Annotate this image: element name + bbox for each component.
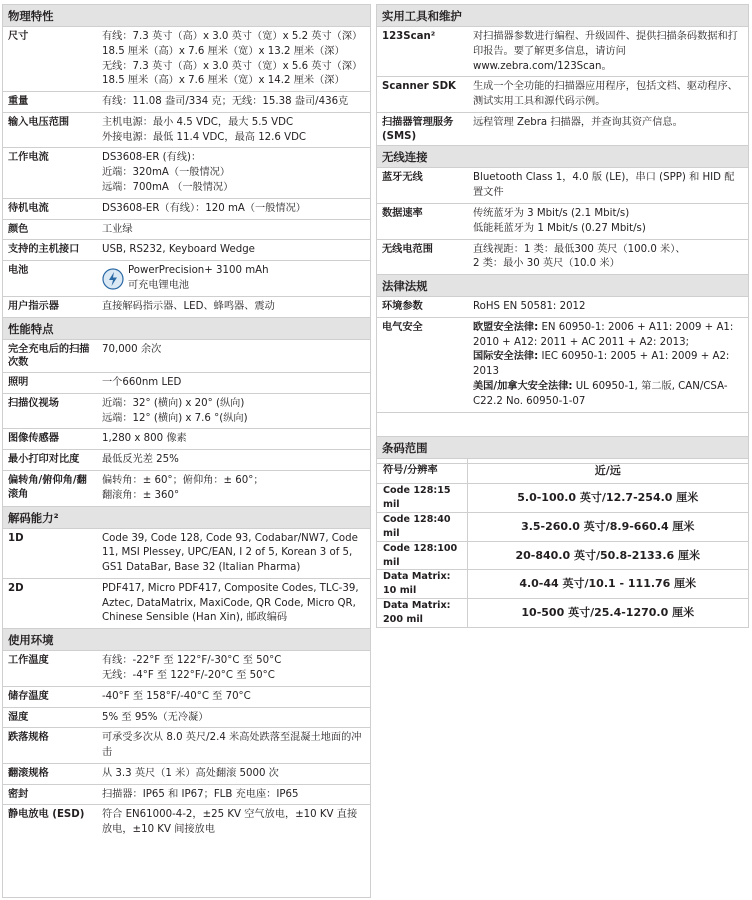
battery-logo-icon [102, 268, 124, 290]
label-1d: 1D [8, 532, 24, 544]
value-scans: 70,000 余次 [102, 343, 162, 355]
eu-safety-value: EN 60950-1: 2006 + A11: 2009 + A1: 2010 + A12: 2011 + AC 2011 + A2: 2013; [473, 321, 734, 348]
value-sms: 远程管理 Zebra 扫描器，并查询其资产信息。 [473, 116, 683, 128]
value-2d: PDF417, Micro PDF417, Composite Codes, TLC-39, Aztec, DataMatrix, MaxiCode, QR Code, Micro QR, Chinese Sensible (Han Xin), 邮政编码 [102, 582, 359, 624]
table-row [377, 484, 748, 513]
row-radio-range [377, 240, 748, 276]
row-fov [3, 394, 370, 430]
row-range: 3.5-260.0 英寸/8.9-660.4 厘米 [467, 512, 748, 541]
row-range: 20-840.0 英寸/50.8-2133.6 厘米 [467, 541, 748, 570]
right-column [376, 4, 749, 464]
label-color: 颜色 [8, 223, 29, 235]
label-bluetooth: 蓝牙无线 [382, 172, 423, 184]
label-interface: 支持的主机接口 [8, 244, 80, 256]
value-tumble: 从 3.3 英尺（1 米）高处翻滚 5000 次 [102, 767, 279, 779]
us-safety [473, 380, 744, 410]
label-contrast: 最小打印对比度 [8, 454, 80, 466]
label-sms: 扫描器管理服务 (SMS) [382, 116, 454, 142]
label-light: 照明 [8, 377, 29, 389]
barcode-range-table [376, 436, 749, 628]
us-safety-value: UL 60950-1, 第二版, CAN/CSA-C22.2 No. 60950-1-07 [473, 381, 728, 407]
row-esd [3, 805, 370, 840]
value-humidity: 5% 至 95%（无冷凝） [102, 711, 209, 723]
label-indicators: 用户指示器 [8, 300, 59, 312]
table-row [377, 599, 748, 627]
value-light: 一个660nm LED [102, 377, 182, 389]
row-op-temp [3, 651, 370, 687]
row-range: 4.0-44 英寸/10.1 - 111.76 厘米 [467, 570, 748, 599]
value-standby: DS3608-ER（有线）：120 mA（一般情况） [102, 202, 306, 214]
section-environment: 使用环境 [3, 629, 370, 651]
value-environmental: RoHS EN 50581: 2012 [473, 301, 586, 313]
label-size: 尺寸 [8, 31, 29, 42]
row-color [3, 220, 370, 241]
section-wireless: 无线连接 [377, 146, 748, 168]
row-scans [3, 340, 370, 374]
section-barcode-range: 条码范围 [377, 437, 748, 459]
value-radio-range: 直线视距：1 类：最低300 英尺（100.0 米）、 2 类：最小 30 英尺（10.0 米） [473, 243, 686, 270]
table-row [377, 512, 748, 541]
value-color: 工业绿 [102, 223, 133, 235]
value-data-rate: 传统蓝牙为 3 Mbit/s (2.1 Mbit/s) 低能耗蓝牙为 1 Mbit/s (0.27 Mbit/s) [473, 208, 646, 234]
row-bluetooth [377, 168, 748, 204]
label-storage-temp: 储存温度 [8, 690, 49, 702]
row-symbol: Data Matrix: 10 mil [377, 570, 467, 599]
value-voltage: 主机电源：最小 4.5 VDC，最大 5.5 VDC 外接电源：最低 11.4 VDC，最高 12.6 VDC [102, 116, 307, 143]
row-angles [3, 471, 370, 507]
row-1d [3, 529, 370, 579]
value-angles: 偏转角：± 60°；俯仰角：± 60°； 翻滚角：± 360° [102, 474, 264, 501]
label-current: 工作电流 [8, 152, 49, 164]
value-sensor: 1,280 x 800 像素 [102, 433, 187, 445]
row-voltage [3, 113, 370, 149]
row-current [3, 148, 370, 198]
value-current: DS3608-ER (有线)： 近端：320mA（一般情况） 远端：700mA （一般情况） [102, 152, 234, 194]
section-decode: 解码能力² [3, 507, 370, 529]
row-sms [377, 113, 748, 147]
eu-safety [473, 321, 744, 351]
row-symbol: Code 128:40 mil [377, 512, 467, 541]
row-symbol: Code 128:15 mil [377, 484, 467, 513]
row-symbol: Code 128:100 mil [377, 541, 467, 570]
row-electrical-safety [377, 318, 748, 413]
value-storage-temp: -40°F 至 158°F/-40°C 至 70°C [102, 690, 251, 702]
intl-safety [473, 350, 744, 380]
eu-safety-label: 欧盟安全法律: [473, 321, 539, 333]
label-environmental: 环境参数 [382, 301, 423, 313]
label-op-temp: 工作温度 [8, 655, 49, 667]
row-tumble [3, 764, 370, 785]
row-data-rate [377, 204, 748, 240]
label-123scan: 123Scan² [382, 31, 436, 42]
section-regulatory: 法律法规 [377, 275, 748, 297]
left-column [2, 4, 371, 898]
label-weight: 重量 [8, 96, 29, 108]
value-weight: 有线：11.08 盎司/334 克；无线：15.38 盎司/436克 [102, 96, 349, 108]
row-range: 5.0-100.0 英寸/12.7-254.0 厘米 [467, 484, 748, 513]
row-drop [3, 728, 370, 764]
value-bluetooth: Bluetooth Class 1，4.0 版 (LE)，串口 (SPP) 和 HID 配置文件 [473, 172, 735, 199]
section-physical: 物理特性 [3, 5, 370, 27]
row-contrast [3, 450, 370, 471]
label-electrical-safety: 电气安全 [382, 321, 423, 333]
value-sdk: 生成一个全功能的扫描器应用程序，包括文档、驱动程序、测试实用工具和源代码示例。 [473, 81, 738, 108]
value-size: 有线：7.3 英寸（高）x 3.0 英寸（宽）x 5.2 英寸（深） 18.5 厘米（高）x 7.6 厘米（宽）x 13.2 厘米（深） 无线：7.3 英寸（高）x 3.0 英寸（宽）x 5.6 英寸（深） 18.5 厘米（高）x 7.6 厘米（宽）x 14.2 厘米（深） [102, 31, 363, 87]
intl-safety-value: IEC 60950-1: 2005 + A1: 2009 + A2: 2013 [473, 351, 730, 378]
intl-safety-label: 国际安全法律: [473, 351, 539, 363]
row-sensor [3, 429, 370, 450]
table-header-row [377, 459, 748, 484]
row-sdk [377, 77, 748, 113]
row-battery [3, 261, 370, 297]
header-range: 近/远 [467, 459, 748, 484]
row-environmental [377, 297, 748, 318]
value-indicators: 直接解码指示器、LED、蜂鸣器、震动 [102, 300, 275, 312]
label-standby: 待机电流 [8, 202, 49, 214]
value-op-temp: 有线：-22°F 至 122°F/-30°C 至 50°C 无线：-4°F 至 122°F/-20°C 至 50°C [102, 655, 282, 681]
section-performance: 性能特点 [3, 318, 370, 340]
label-sensor: 图像传感器 [8, 433, 59, 445]
label-voltage: 输入电压范围 [8, 116, 70, 128]
row-light [3, 373, 370, 394]
row-sealing [3, 785, 370, 806]
label-data-rate: 数据速率 [382, 208, 423, 219]
value-battery: PowerPrecision+ 3100 mAh 可充电锂电池 [128, 265, 269, 291]
header-symbol: 符号/分辨率 [377, 459, 467, 484]
value-electrical-safety [469, 318, 748, 412]
row-range: 10-500 英寸/25.4-1270.0 厘米 [521, 606, 695, 620]
row-humidity [3, 708, 370, 729]
row-2d [3, 579, 370, 629]
value-interface: USB, RS232, Keyboard Wedge [102, 244, 255, 256]
row-size [3, 27, 370, 92]
row-storage-temp [3, 687, 370, 708]
label-tumble: 翻滚规格 [8, 767, 49, 779]
label-angles: 偏转角/俯仰角/翻滚角 [8, 474, 87, 500]
value-fov: 近端：32° (横向) x 20° (纵向) 远端：12° (横向) x 7.6 °(纵向) [102, 397, 248, 424]
label-scans: 完全充电后的扫描次数 [8, 343, 90, 369]
table-row [377, 570, 748, 599]
row-symbol: Data Matrix: 200 mil [377, 599, 467, 627]
label-fov: 扫描仪视场 [8, 397, 59, 409]
label-esd: 静电放电 (ESD) [8, 809, 85, 821]
range-table [377, 459, 748, 627]
table-row [377, 541, 748, 570]
row-standby [3, 199, 370, 220]
value-123scan: 对扫描器参数进行编程、升级固件、提供扫描条码数据和打印报告。要了解更多信息，请访问 www.zebra.com/123Scan。 [473, 31, 738, 72]
label-battery: 电池 [8, 265, 29, 277]
label-humidity: 湿度 [8, 711, 29, 723]
value-1d: Code 39, Code 128, Code 93, Codabar/NW7, Code 11, MSI Plessey, UPC/EAN, I 2 of 5, Korean 3 of 5, GS1 DataBar, Base 32 (Italian Pharma) [102, 532, 358, 574]
label-sealing: 密封 [8, 788, 29, 800]
battery-cell [98, 261, 370, 296]
label-2d: 2D [8, 582, 24, 594]
value-contrast: 最低反光差 25% [102, 454, 179, 466]
section-tools: 实用工具和维护 [377, 5, 748, 27]
value-drop: 可承受多次从 8.0 英尺/2.4 米高处跌落至混凝土地面的冲击 [102, 732, 362, 759]
label-drop: 跌落规格 [8, 732, 49, 744]
value-esd: 符合 EN61000-4-2，±25 KV 空气放电，±10 KV 直接放电，±10 KV 间接放电 [102, 809, 358, 836]
label-sdk: Scanner SDK [382, 81, 456, 93]
label-radio-range: 无线电范围 [382, 243, 433, 255]
row-indicators [3, 297, 370, 318]
row-interface [3, 240, 370, 261]
row-123scan [377, 27, 748, 77]
value-sealing: 扫描器：IP65 和 IP67；FLB 充电座：IP65 [102, 788, 299, 800]
us-safety-label: 美国/加拿大安全法律: [473, 381, 573, 393]
row-weight [3, 92, 370, 113]
